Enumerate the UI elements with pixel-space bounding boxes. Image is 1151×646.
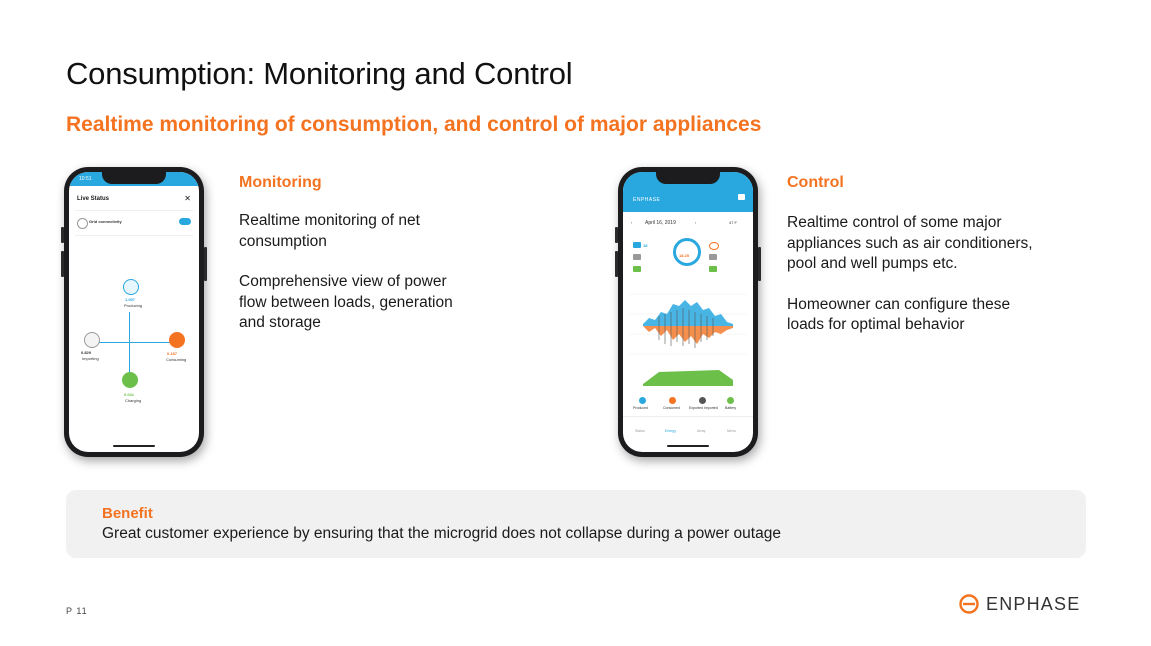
producing-value: 1.057 xyxy=(125,297,136,302)
phone-energy xyxy=(618,167,758,457)
consumed-value: 18.25 xyxy=(679,253,690,258)
home-indicator xyxy=(667,445,709,447)
producing-label: Producing xyxy=(124,303,143,308)
temperature-label: 47 F xyxy=(729,220,738,225)
energy-chart xyxy=(629,284,747,394)
phone-notch xyxy=(656,172,720,184)
importing-value: 0.829 xyxy=(81,350,92,355)
chart-consumed-area xyxy=(643,326,733,344)
flow-line-horizontal xyxy=(93,342,173,343)
phone-volume-button xyxy=(615,251,618,277)
charging-value: 0.041 xyxy=(124,392,135,397)
charged-icon xyxy=(709,266,717,272)
legend-consumed-dot[interactable] xyxy=(669,397,676,404)
page-subtitle: Realtime monitoring of consumption, and control of major appliances xyxy=(66,113,762,136)
exported-icon xyxy=(709,254,717,260)
enphase-logo-text: ENPHASE xyxy=(986,593,1081,614)
phone-volume-button xyxy=(615,227,618,243)
page-title: Consumption: Monitoring and Control xyxy=(66,56,573,91)
produced-value: 18 xyxy=(643,243,648,248)
legend-label: Produced xyxy=(633,406,648,410)
phone-power-button xyxy=(204,247,207,281)
message-icon[interactable] xyxy=(738,194,745,200)
legend-label: Battery xyxy=(725,406,737,410)
phone-notch xyxy=(102,172,166,184)
discharged-icon xyxy=(633,266,641,272)
grid-toggle[interactable] xyxy=(179,218,191,225)
next-day-icon[interactable]: › xyxy=(695,220,697,225)
grid-icon xyxy=(77,218,88,229)
legend-exported-dot[interactable] xyxy=(699,397,706,404)
grid-label: Grid connectivity xyxy=(89,219,122,224)
benefit-text: Great customer experience by ensuring that the microgrid does not collapse during a power outage xyxy=(102,525,781,542)
legend-label: Consumed xyxy=(663,406,680,410)
tab-bar xyxy=(623,416,753,439)
home-indicator xyxy=(113,445,155,447)
chart-battery-area xyxy=(643,370,733,386)
battery-icon xyxy=(122,372,138,388)
imported-icon xyxy=(633,254,641,260)
legend-produced-dot[interactable] xyxy=(639,397,646,404)
tab-energy[interactable]: Energy xyxy=(665,429,677,433)
benefit-heading: Benefit xyxy=(102,505,153,522)
page-number: P 11 xyxy=(66,606,88,616)
consuming-value: 0.187 xyxy=(167,351,178,356)
tab-menu[interactable]: Menu xyxy=(727,429,736,433)
phone-volume-button xyxy=(61,227,64,243)
grid-meter-icon xyxy=(84,332,100,348)
phone-screen xyxy=(623,172,753,452)
home-icon xyxy=(169,332,185,348)
control-heading: Control xyxy=(787,174,844,191)
control-paragraph: Realtime control of some major appliances such as air conditioners, pool and well pumps etc. xyxy=(787,214,1033,272)
enphase-logo xyxy=(958,593,1080,615)
close-icon[interactable]: ✕ xyxy=(184,194,191,203)
screen-title: Live Status xyxy=(77,196,110,202)
grid-connectivity-row[interactable] xyxy=(75,210,193,236)
legend-battery-dot[interactable] xyxy=(727,397,734,404)
prev-day-icon[interactable]: ‹ xyxy=(631,220,633,225)
tab-status[interactable]: Status xyxy=(635,429,645,433)
enphase-logo-icon xyxy=(958,593,980,615)
monitoring-paragraph: Comprehensive view of power flow between loads, generation and storage xyxy=(239,273,453,331)
benefit-box xyxy=(66,490,1086,558)
charging-label: Charging xyxy=(125,398,142,403)
tab-array[interactable]: Array xyxy=(697,429,706,433)
control-paragraph: Homeowner can configure these loads for optimal behavior xyxy=(787,295,1011,333)
phone-volume-button xyxy=(61,251,64,277)
summary-ring xyxy=(673,238,701,266)
flow-line-vertical xyxy=(129,312,130,378)
net-icon xyxy=(709,242,719,250)
legend-label: Exported Imported xyxy=(689,406,718,410)
control-text xyxy=(787,213,1037,356)
monitoring-text xyxy=(239,211,469,354)
solar-icon xyxy=(123,279,139,295)
date-label[interactable]: April 16, 2019 xyxy=(645,220,676,226)
chart-produced-area xyxy=(643,300,733,326)
app-brand: ENPHASE xyxy=(633,197,661,203)
phone-power-button xyxy=(758,247,761,281)
phone-live-status xyxy=(64,167,204,457)
importing-label: Importing xyxy=(82,356,99,361)
produced-icon xyxy=(633,242,641,248)
monitoring-paragraph: Realtime monitoring of net consumption xyxy=(239,212,420,250)
status-time: 10:51 xyxy=(79,176,92,182)
consuming-label: Consuming xyxy=(166,357,187,362)
phone-screen xyxy=(69,172,199,452)
monitoring-heading: Monitoring xyxy=(239,174,322,191)
